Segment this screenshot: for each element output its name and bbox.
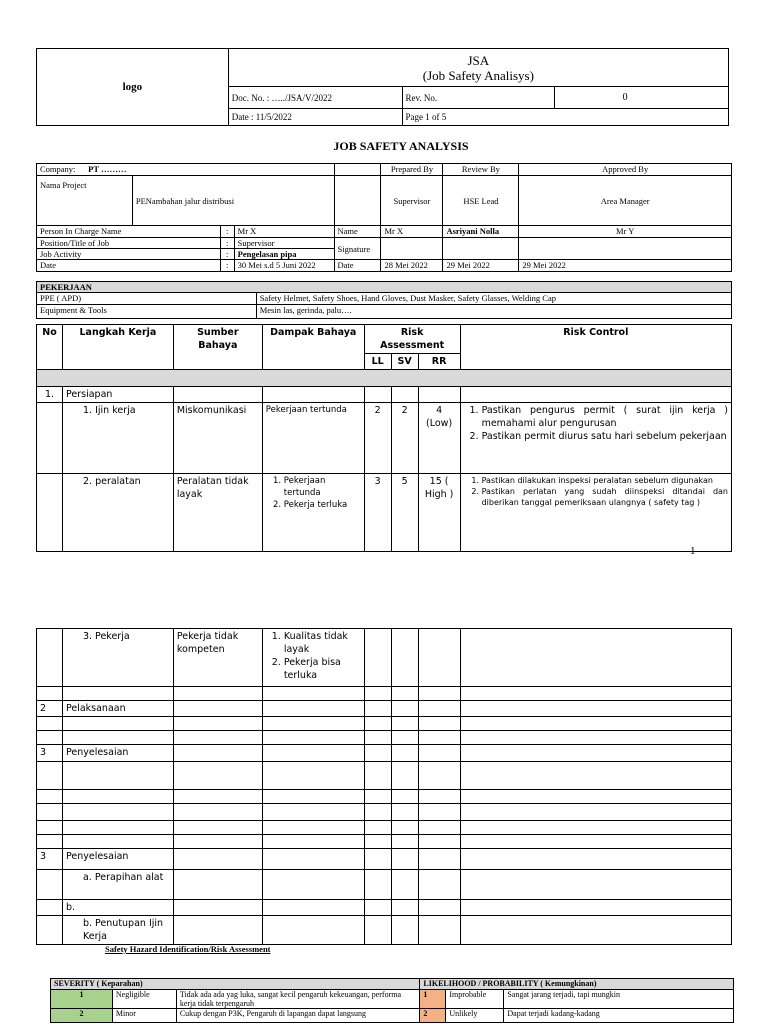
- col-header-rr: RR: [418, 354, 460, 370]
- header-title-cell: [228, 49, 728, 87]
- prepared-by-label: Prepared By: [381, 164, 443, 176]
- control-item: 2. Pastikan permit diurus satu hari sebelum pekerjaan: [482, 430, 728, 443]
- work-info-table: [36, 281, 732, 319]
- col-header-control: Risk Control: [460, 325, 731, 370]
- table-row: [37, 387, 732, 403]
- risk-legend-table: [50, 978, 734, 1023]
- company-cell: Company: PT ………: [37, 164, 335, 176]
- approved-role: Area Manager: [519, 176, 732, 226]
- row-step: Pelaksanaan: [62, 701, 173, 717]
- name-label: Name: [334, 226, 381, 238]
- approved-name: Mr Y: [519, 226, 732, 238]
- row-sumber: Miskomunikasi: [173, 403, 262, 474]
- likelihood-name: Unlikely: [446, 1009, 504, 1023]
- table-row: [37, 916, 732, 945]
- table-row: [37, 790, 732, 804]
- activity-value: Pengelasan pipa: [234, 249, 334, 260]
- table-row: [37, 835, 732, 849]
- ppe-label: PPE ( APD): [37, 293, 257, 305]
- table-row: [37, 900, 732, 916]
- col-header-sumber: Sumber Bahaya: [173, 325, 262, 370]
- logo-placeholder: logo: [37, 49, 229, 126]
- severity-desc: Cukup dengan P3K, Pengaruh di lapangan dapat langsung: [176, 1009, 420, 1023]
- rev-value: 0: [555, 87, 729, 109]
- row-sv: 5: [391, 474, 418, 552]
- row-sumber: Peralatan tidak layak: [173, 474, 262, 552]
- severity-desc: Tidak ada ada yag luka, sangat kecil pengaruh kekeuangan, performa kerja tidak terpengaruh: [176, 990, 420, 1009]
- header-title: JSA: [467, 52, 490, 68]
- table-row: [37, 731, 732, 745]
- dampak-item: 1. Kualitas tidak layak: [284, 630, 361, 656]
- review-signature: [443, 238, 519, 260]
- colon: :: [220, 226, 234, 238]
- ppe-value: Safety Helmet, Safety Shoes, Hand Gloves, Dust Masker, Safety Glasses, Welding Cap: [256, 293, 731, 305]
- row-step: a. Perapihan alat: [62, 870, 173, 900]
- table-row: [37, 474, 732, 552]
- blank-cell: [334, 164, 381, 176]
- col-header-langkah: Langkah Kerja: [62, 325, 173, 370]
- position-value: Supervisor: [234, 238, 334, 249]
- row-no: 3: [37, 849, 63, 870]
- severity-name: Minor: [112, 1009, 176, 1023]
- legend-heading: Safety Hazard Identification/Risk Assessment: [105, 944, 271, 954]
- date-label-2: Date: [334, 260, 381, 272]
- colon: :: [220, 249, 234, 260]
- severity-header: SEVERITY ( Keparahan): [51, 979, 420, 990]
- prepared-signature: [381, 238, 443, 260]
- signature-label: Signature: [334, 238, 381, 260]
- date-label: Date: [37, 260, 221, 272]
- col-header-ll: LL: [364, 354, 391, 370]
- row-dampak: Pekerjaan tertunda: [262, 403, 364, 474]
- prepared-role: Supervisor: [381, 176, 443, 226]
- doc-number: Doc. No. : …../JSA/V/2022: [228, 87, 402, 109]
- table-row: [37, 629, 732, 687]
- review-role: HSE Lead: [443, 176, 519, 226]
- pic-value: Mr X: [234, 226, 334, 238]
- pic-label: Person In Charge Name: [37, 226, 221, 238]
- document-title: JOB SAFETY ANALYSIS: [333, 139, 469, 153]
- control-item: 2. Pastikan perlatan yang sudah diinspeksi ditandai dan diberikan tanggal pemeriksaan ulangnya ( safety tag ): [482, 486, 728, 508]
- page-number: 1: [690, 545, 696, 557]
- colon: :: [220, 260, 234, 272]
- likelihood-name: Improbable: [446, 990, 504, 1009]
- project-info-table: [36, 163, 732, 272]
- table-row: [37, 804, 732, 821]
- likelihood-header: LIKELIHOOD / PROBABILITY ( Kemungkinan): [420, 979, 734, 990]
- row-control: [460, 403, 731, 474]
- dampak-item: 2. Pekerja bisa terluka: [284, 656, 361, 682]
- row-step: 2. peralatan: [62, 474, 173, 552]
- table-row: [37, 403, 732, 474]
- prepared-date: 28 Mei 2022: [381, 260, 443, 272]
- likelihood-num: 2: [420, 1009, 446, 1023]
- header-subtitle: (Job Safety Analisys): [422, 67, 534, 83]
- row-ll: 3: [364, 474, 391, 552]
- equipment-label: Equipment & Tools: [37, 305, 257, 319]
- review-name: Asriyani Nolla: [443, 226, 519, 238]
- position-label: Position/Title of Job: [37, 238, 221, 249]
- date-value: 30 Mei s.d 5 Juni 2022: [234, 260, 334, 272]
- table-row: [37, 701, 732, 717]
- activity-label: Job Activity: [37, 249, 221, 260]
- severity-name: Negligible: [112, 990, 176, 1009]
- row-rr: 15 ( High ): [418, 474, 460, 552]
- control-item: 1. Pastikan pengurus permit ( surat ijin kerja ) memahami alur pengurusan: [482, 404, 728, 430]
- row-rr: 4 (Low): [418, 403, 460, 474]
- row-no: 3: [37, 745, 63, 762]
- severity-num: 1: [51, 990, 113, 1009]
- table-row: [37, 762, 732, 790]
- table-row: [37, 849, 732, 870]
- blank-cell: [334, 176, 381, 226]
- row-no: 1.: [37, 387, 63, 403]
- row-step: b. Penutupan Ijin Kerja: [62, 916, 173, 945]
- work-section-title: PEKERJAAN: [37, 282, 732, 293]
- table-row: [37, 687, 732, 701]
- row-control: [460, 474, 731, 552]
- col-header-no: No: [37, 325, 63, 370]
- likelihood-num: 1: [420, 990, 446, 1009]
- jsa-table-page-2: [36, 628, 732, 945]
- row-no: 2: [37, 701, 63, 717]
- col-header-sv: SV: [391, 354, 418, 370]
- row-ll: 2: [364, 403, 391, 474]
- project-value: PENambahan jalur distribusi: [132, 176, 334, 226]
- dampak-item: 1. Pekerjaan tertunda: [284, 475, 361, 499]
- row-sumber: Pekerja tidak kompeten: [173, 629, 262, 687]
- gray-separator: [37, 370, 732, 387]
- project-label: Nama Project: [37, 176, 133, 226]
- row-step: b.: [62, 900, 173, 916]
- row-sv: 2: [391, 403, 418, 474]
- table-row: [37, 821, 732, 835]
- likelihood-desc: Sangat jarang terjadi, tapi mungkin: [504, 990, 734, 1009]
- row-step: Persiapan: [62, 387, 173, 403]
- review-by-label: Review By: [443, 164, 519, 176]
- table-row: [37, 745, 732, 762]
- col-header-dampak: Dampak Bahaya: [262, 325, 364, 370]
- review-date: 29 Mei 2022: [443, 260, 519, 272]
- page-count: Page 1 of 5: [402, 109, 728, 126]
- row-dampak: [262, 474, 364, 552]
- approved-by-label: Approved By: [519, 164, 732, 176]
- header-date: Date : 11/5/2022: [228, 109, 402, 126]
- row-step: Penyelesaian: [62, 849, 173, 870]
- row-dampak: [262, 629, 364, 687]
- prepared-name: Mr X: [381, 226, 443, 238]
- dampak-item: 2. Pekerja terluka: [284, 499, 361, 511]
- colon: :: [220, 238, 234, 249]
- equipment-value: Mesin las, gerinda, palu….: [256, 305, 731, 319]
- rev-label: Rev. No.: [402, 87, 555, 109]
- approved-date: 29 Mei 2022: [519, 260, 732, 272]
- likelihood-desc: Dapat terjadi kadang-kadang: [504, 1009, 734, 1023]
- row-step: 3. Pekerja: [62, 629, 173, 687]
- approved-signature: [519, 238, 732, 260]
- table-row: [37, 717, 732, 731]
- table-row: [37, 870, 732, 900]
- severity-num: 2: [51, 1009, 113, 1023]
- control-item: 1. Pastikan dilakukan inspeksi peralatan sebelum digunakan: [482, 475, 728, 486]
- row-step: 1. Ijin kerja: [62, 403, 173, 474]
- jsa-table-page-1: [36, 324, 732, 552]
- row-step: Penyelesaian: [62, 745, 173, 762]
- document-header: [36, 48, 729, 126]
- col-header-risk: Risk Assessment: [364, 325, 460, 354]
